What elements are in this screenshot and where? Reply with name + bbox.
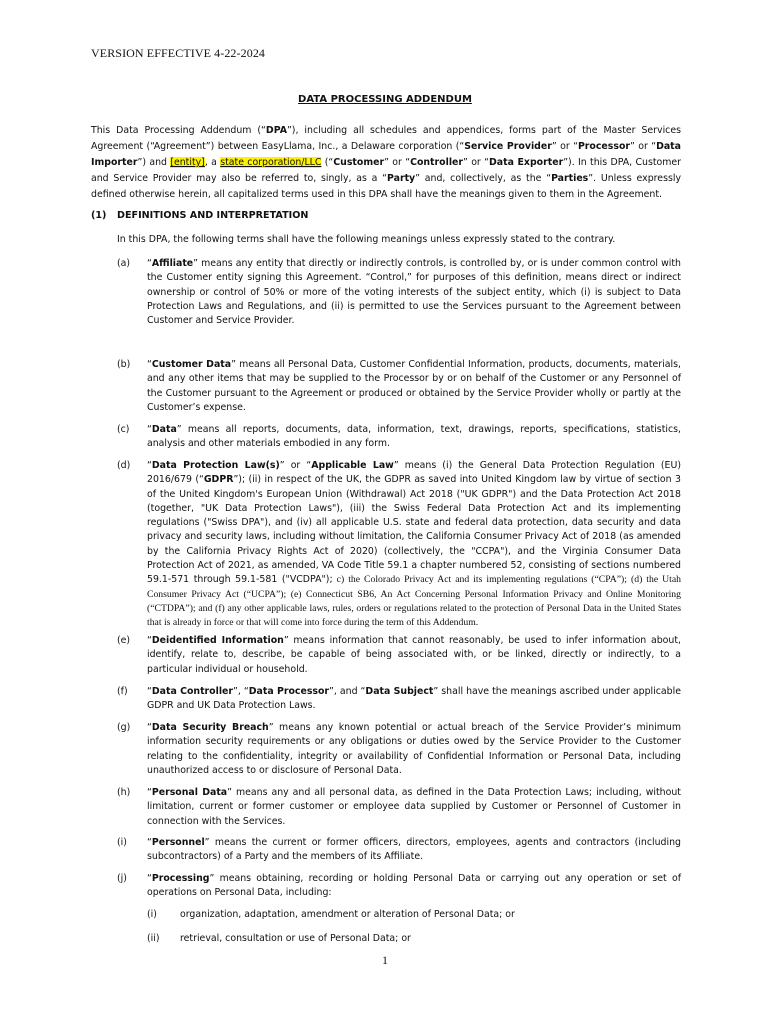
definition-data: (c) “Data” means all reports, documents, data, information, text, drawings, reports, specifications, statistics, analysis and other materials embodied in any form.: [117, 424, 681, 450]
processing-subitem: (i) organization, adaptation, amendment or alteration of Personal Data; or: [147, 909, 515, 920]
definition-data-security-breach: (g) “Data Security Breach” means any known potential or actual breach of the Service Provider’s minimum information security requirements or any obligations or duties owed by the Service Provider to the Customer relating to the confidentiality, integrity or availability of Confidential Information or Personal Data, including unauthorized access to or disclosure of Personal Data.: [117, 722, 681, 776]
version-header: VERSION EFFECTIVE 4-22-2024: [91, 46, 266, 60]
definition-deidentified-information: (e) “Deidentified Information” means information that cannot reasonably, be used to infer information about, identify, relate to, describe, be capable of being associated with, or be linked, directly or indirectly, to a particular individual or household.: [117, 635, 681, 675]
definition-personal-data: (h) “Personal Data” means any and all personal data, as defined in the Data Protection Laws; including, without limitation, current or former customer or employee data supplied by Customer or Personnel of Customer in connection with the Services.: [117, 787, 681, 827]
definition-data-controller: (f) “Data Controller”, “Data Processor”, and “Data Subject” shall have the meanings ascribed under applicable GDPR and UK Data Protection Laws.: [117, 686, 681, 712]
intro-paragraph: This Data Processing Addendum (“DPA”), including all schedules and appendices, forms part of the Master Services Agreement (“Agreement”) between EasyLlama, Inc., a Delaware corporation (“Service Provider” or “Processor” or “Data Importer”) and [entity], a state corporation/LLC (“Customer” or “Controller” or “Data Exporter”). In this DPA, Customer and Service Provider may also be referred to, singly, as a “Party” and, collectively, as the “Parties”. Unless expressly defined otherwise herein, all capitalized terms used in this DPA shall have the meanings given to them in the Agreement.: [91, 125, 682, 200]
section-1-heading: (1) DEFINITIONS AND INTERPRETATION: [91, 210, 309, 221]
page-number: 1: [382, 953, 388, 967]
document-title: DATA PROCESSING ADDENDUM: [298, 94, 472, 105]
processing-subitem: (ii) retrieval, consultation or use of Personal Data; or: [147, 933, 411, 944]
section-1-lead: In this DPA, the following terms shall have the following meanings unless expressly stated to the contrary.: [117, 234, 616, 245]
state-corp-placeholder: state corporation/LLC: [220, 157, 322, 168]
entity-placeholder: [entity]: [170, 157, 205, 168]
definition-processing: (j) “Processing” means obtaining, recording or holding Personal Data or carrying out any operation or set of operations on Personal Data, including:: [117, 873, 681, 899]
definition-affiliate: (a) “Affiliate” means any entity that directly or indirectly controls, is controlled by, or is under common control with the Customer entity signing this Agreement. “Control,” for purposes of this definition, means direct or indirect ownership or control of 50% or more of the voting interests of the subject entity, which (i) is subject to Data Protection Laws and Regulations, and (ii) is permitted to use the Services pursuant to the Agreement between Customer and Service Provider.: [117, 258, 681, 327]
definition-personnel: (i) “Personnel” means the current or former officers, directors, employees, agents and contractors (including subcontractors) of a Party and the members of its Affiliate.: [117, 837, 681, 863]
definition-customer-data: (b) “Customer Data” means all Personal Data, Customer Confidential Information, products, documents, materials, and any other items that may be supplied to the Processor by or on behalf of the Customer or any Personnel of the Customer pursuant to the Agreement or produced or obtained by the Service Provider wholly or partly at the Customer’s expense.: [117, 359, 681, 413]
definition-data-protection-laws: (d) “Data Protection Law(s)” or “Applicable Law” means (i) the General Data Protection Regulation (EU) 2016/679 (“GDPR”); (ii) in respect of the UK, the GDPR as saved into United Kingdom law by virtue of section 3 of the United Kingdom's European Union (Withdrawal) Act 2018 ("UK GDPR") and the Data Protection Act 2018 (together, "UK Data Protection Laws"), (iii) the Swiss Federal Data Protection Act and its implementing regulations ("Swiss DPA"), and (iv) all applicable U.S. state and federal data protection, data security and data privacy and security laws, including without limitation, the California Consumer Privacy Act of 2018 (as amended by the California Privacy Rights Act of 2020) (collectively, the "CCPA"), and the Virginia Consumer Data Protection Act of 2021, as amended, VA Code Title 59.1 a chapter numbered 52, consisting of sections numbered 59.1-571 through 59.1-581 ("VCDPA"); c) the Colorado Privacy Act and its implementing regulations (“CPA”); (d) the Utah Consumer Privacy Act (“UCPA”); (e) Connecticut SB6, An Act Concerning Personal Information Privacy and Online Monitoring (“CTDPA”); and (f) any other applicable laws, rules, orders or regulations related to the protection of Personal Data in the United States that is already in force or that will come into force during the term of this Addendum.: [117, 460, 682, 629]
